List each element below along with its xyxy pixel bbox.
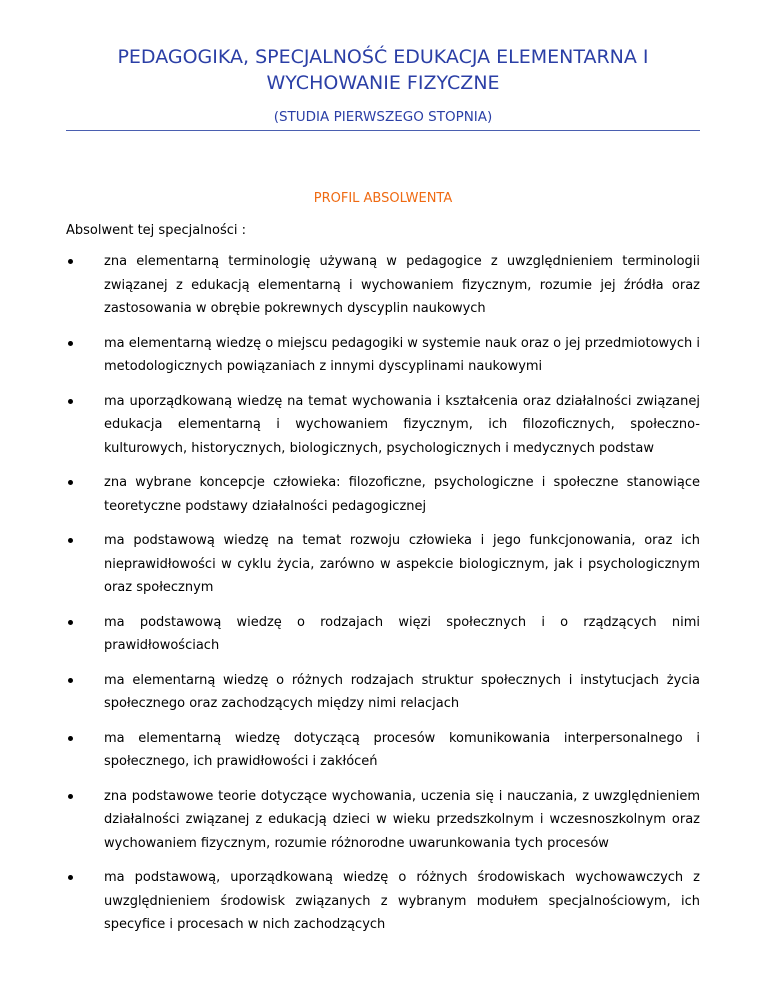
- bullet-icon: [68, 341, 73, 346]
- bullet-icon: [68, 399, 73, 404]
- list-item: [66, 332, 700, 379]
- document-title: [66, 44, 700, 126]
- bullet-icon: [68, 538, 73, 543]
- bullet-icon: [68, 259, 73, 264]
- list-item: [66, 669, 700, 716]
- title-line-1: PEDAGOGIKA, SPECJALNOŚĆ EDUKACJA ELEMENTARNA I: [117, 46, 649, 68]
- bullet-icon: [68, 736, 73, 741]
- section-heading: PROFIL ABSOLWENTA: [313, 191, 453, 206]
- list-item-text: ma elementarną wiedzę o miejscu pedagogiki w systemie nauk oraz o jej przedmiotowych i metodologicznych powiązaniach z innymi dyscyplinami naukowymi: [104, 335, 700, 374]
- title-divider: [66, 130, 700, 131]
- list-item: [66, 866, 700, 937]
- list-item-text: ma podstawową, uporządkowaną wiedzę o różnych środowiskach wychowawczych z uwzględnieniem środowisk związanych z wybranym modułem specjalnościowym, ich specyfice i procesach w nich zachodzących: [104, 870, 700, 932]
- graduate-profile-list: [66, 250, 700, 948]
- intro-text: Absolwent tej specjalności :: [66, 223, 247, 238]
- list-item: [66, 611, 700, 658]
- bullet-icon: [68, 875, 73, 880]
- list-item: [66, 471, 700, 518]
- list-item-text: ma elementarną wiedzę dotyczącą procesów komunikowania interpersonalnego i społecznego, ich prawidłowości i zakłóceń: [104, 730, 700, 769]
- list-item: [66, 785, 700, 856]
- title-line-2: WYCHOWANIE FIZYCZNE: [266, 72, 500, 94]
- list-item-text: ma podstawową wiedzę o rodzajach więzi społecznych i o rządzących nimi prawidłowościach: [104, 614, 700, 653]
- document-subtitle: (STUDIA PIERWSZEGO STOPNIA): [273, 109, 493, 125]
- list-item: [66, 250, 700, 321]
- list-item-text: ma elementarną wiedzę o różnych rodzajach struktur społecznych i instytucjach życia społecznego oraz zachodzących między nimi relacjach: [104, 672, 700, 711]
- bullet-icon: [68, 678, 73, 683]
- list-item: [66, 727, 700, 774]
- list-item-text: zna wybrane koncepcje człowieka: filozoficzne, psychologiczne i społeczne stanowiące teoretyczne podstawy działalności pedagogicznej: [104, 475, 700, 514]
- list-item-text: zna elementarną terminologię używaną w pedagogice z uwzględnieniem terminologii związanej z edukacją elementarną i wychowaniem fizycznym, rozumie jej źródła oraz zastosowania w obrębie pokrewnych dyscyplin naukowych: [104, 254, 700, 316]
- bullet-icon: [68, 480, 73, 485]
- list-item: [66, 390, 700, 461]
- list-item-text: zna podstawowe teorie dotyczące wychowania, uczenia się i nauczania, z uwzględnieniem działalności związanej z edukacją dzieci w wieku przedszkolnym i wczesnoszkolnym oraz wychowaniem fizycznym, rozumie różnorodne uwarunkowania tych procesów: [104, 788, 700, 851]
- bullet-icon: [68, 794, 73, 799]
- bullet-icon: [68, 620, 73, 625]
- list-item-text: ma uporządkowaną wiedzę na temat wychowania i kształcenia oraz działalności związanej edukacja elementarną i wychowaniem fizycznym, ich filozoficznych, społeczno-kulturowych, historycznych, biologicznych, psychologicznych i medycznych podstaw: [104, 393, 700, 456]
- list-item-text: ma podstawową wiedzę na temat rozwoju człowieka i jego funkcjonowania, oraz ich nieprawidłowości w cyklu życia, zarówno w aspekcie biologicznym, jak i psychologicznym oraz społecznym: [104, 533, 700, 595]
- list-item: [66, 529, 700, 600]
